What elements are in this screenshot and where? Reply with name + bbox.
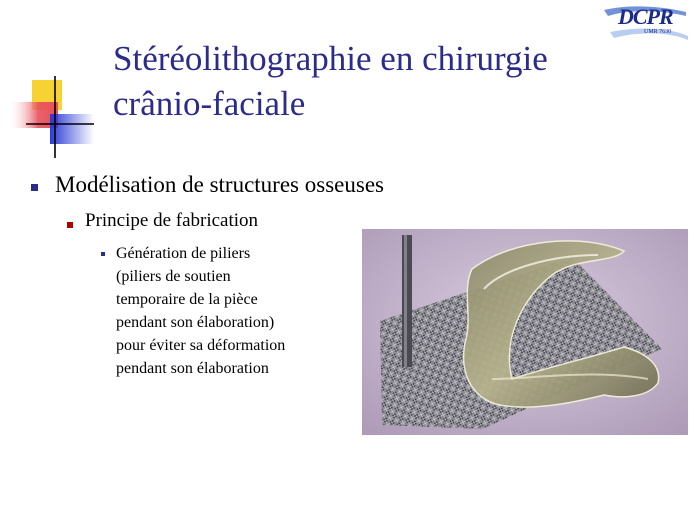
bullet-level2-text: Principe de fabrication	[85, 210, 259, 231]
bullet-level3-line: (piliers de soutien	[116, 268, 231, 285]
bullet-level3-marker	[101, 252, 105, 256]
decorative-squares	[8, 76, 94, 158]
bullet-level3-line: pendant son élaboration)	[116, 314, 275, 331]
bullet-level1-text: Modélisation de structures osseuses	[55, 172, 384, 197]
bullet-level3-line: pendant son élaboration	[116, 360, 269, 377]
slide-title	[113, 36, 653, 126]
stereolithography-photo	[362, 229, 688, 435]
slide-title-line-2: crânio-faciale	[113, 84, 306, 123]
bullet-level1-marker	[31, 184, 38, 191]
bullet-level3-line: Génération de piliers	[116, 245, 251, 262]
bullet-level2-marker	[67, 222, 73, 228]
deco-blue-bar	[50, 114, 94, 144]
slide-title-line-1: Stéréolithographie en chirurgie	[113, 39, 548, 78]
bullet-level3-text	[116, 242, 341, 380]
logo-text: DCPR	[618, 4, 673, 29]
bullet-level3-line: temporaire de la pièce	[116, 291, 258, 308]
logo-subtitle: UMR 7630	[644, 29, 672, 35]
bullet-level3-line: pour éviter sa déformation	[116, 337, 286, 354]
